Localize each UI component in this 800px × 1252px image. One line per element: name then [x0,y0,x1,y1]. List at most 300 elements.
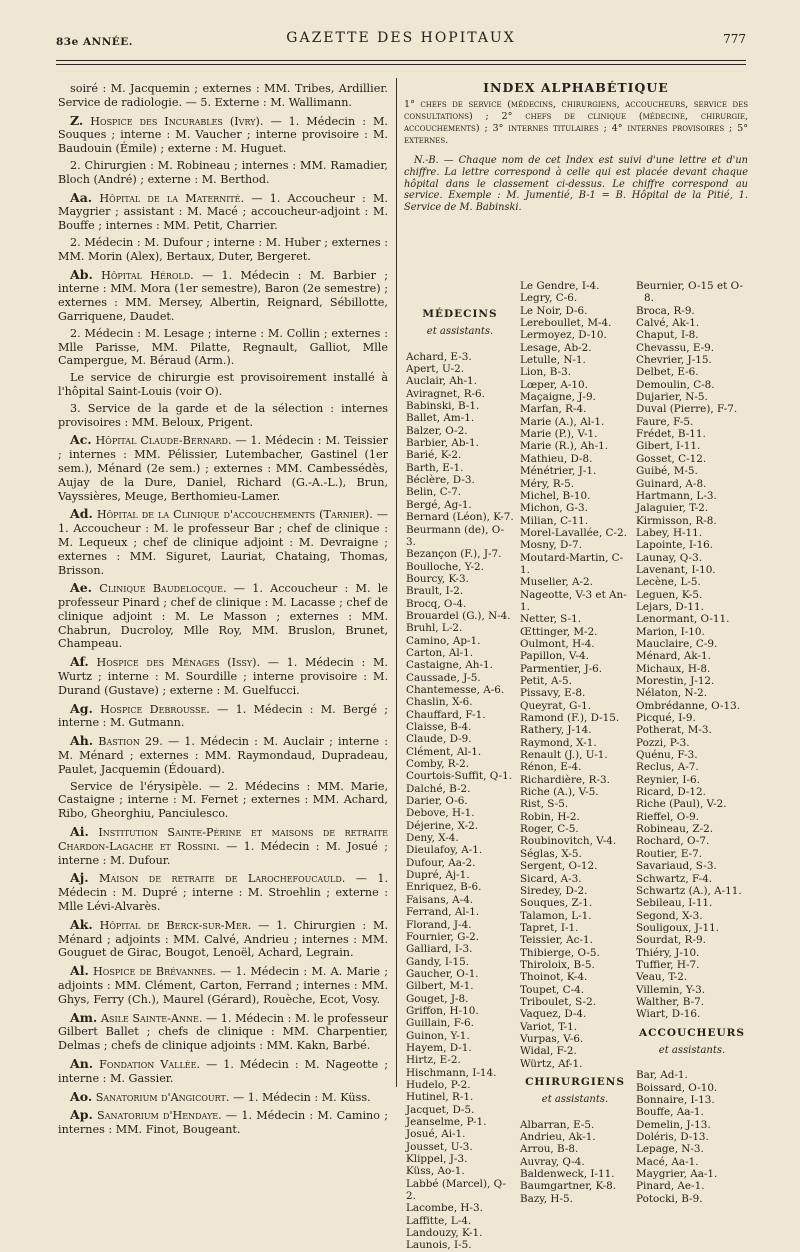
index-entry: Lesage, Ab-2. [520,341,592,354]
paragraph-text: — 1. Médecin : M. Barbier ; interne : MM. Mora (1er semestre), Baron (2e semestre) ; externes : MM. Mersey, Albertin, Reignard, Sébillotte, Garriquene, Daudet. [58,268,388,323]
index-entry: Variot, T-1. [520,1020,578,1033]
index-entry: Guinard, A-8. [636,477,707,490]
paragraph-text: — 1. Médecin : M. Camino ; internes : MM. Finot, Bougeant. [58,1109,388,1137]
index-entry: Calvé, Ak-1. [636,317,700,330]
index-entry: Hutinel, R-1. [406,1091,474,1104]
index-entry: Barth, E-1. [406,461,464,474]
section-letter: Ak. [70,916,93,932]
index-entry: Dufour, Aa-2. [406,856,476,869]
medecins-heading: MÉDECINS [422,308,498,320]
index-entry: Delbet, E-6. [636,366,699,379]
index-entry: Chaslin, X-6. [406,696,473,709]
index-entry: Walther, B-7. [636,995,704,1008]
index-entry: Auvray, Q-4. [520,1155,585,1168]
index-columns [404,280,748,1252]
index-entry: Quénu, F-3. [636,749,698,762]
index-entry: Claude, D-9. [406,733,472,746]
index-entry: Klippel, J-3. [406,1153,468,1166]
index-entry: Apert, U-2. [406,363,465,376]
index-entry: Tapret, I-1. [520,921,579,934]
index-entry: Enriquez, B-6. [406,881,482,894]
index-entry: Morel-Lavallée, C-2. [520,526,627,539]
index-entry: Riche (A.), V-5. [520,786,599,799]
hospital-name: Sanatorium d'Hendaye. [97,1109,222,1123]
index-entry: Maçaigne, J-9. [520,391,596,404]
index-entry: Routier, E-7. [636,847,703,860]
index-entry: Demelin, J-13. [636,1118,711,1131]
index-entry: Labey, H-11. [636,526,703,539]
paragraph-text: — 1. Accoucheur : M. le professeur Pinard ; chef de clinique : M. Lacasse ; chef de clinique adjoint : M. Le Masson ; externes : MM. Chabrun, Ducroloy, Mlle Roy, MM. Bruslon, Brunet, Champeau. [58,582,389,651]
section-letter: Aa. [70,189,93,205]
index-entry: Bourcy, K-3. [406,572,469,585]
section-letter: Ap. [70,1107,93,1123]
index-entry: Widal, F-2. [520,1045,577,1058]
hospital-name: Hôpital de Berck-sur-Mer. [99,918,252,932]
index-entry: Moutard-Martin, C-1. [520,551,624,576]
index-entry: Le Noir, D-6. [520,304,588,317]
section-letter: Aj. [70,870,89,886]
index-entry: Lermoyez, D-10. [520,329,607,342]
index-entry: Dupré, Aj-1. [406,869,470,882]
accoucheurs-heading: ACCOUCHEURS [639,1026,745,1039]
index-entry: Siredey, D-2. [520,884,588,897]
index-entry: Talamon, L-1. [520,909,592,922]
index-entry: Parmentier, J-6. [520,662,603,675]
index-entry: Morestin, J-12. [636,675,715,687]
index-entry: Faisans, A-4. [406,893,474,906]
hospital-paragraph [58,871,388,913]
index-entry: Lenormant, O-11. [636,613,730,626]
column-divider [396,78,397,1087]
index-entry: Savariaud, S-3. [636,860,717,873]
index-entry: Schwartz, F-4. [636,872,713,885]
index-entry: Babinski, B-1. [406,400,480,413]
index-entry: Lacombe, H-3. [406,1202,483,1215]
index-entry: Pozzi, P-3. [636,736,690,749]
hospital-paragraph [58,1108,388,1137]
paragraph-text: Le service de chirurgie est provisoirement installé à l'hôpital Saint-Louis (voir O). [58,371,388,398]
index-section [404,78,748,1252]
index-entry: Bouffe, Aa-1. [636,1106,704,1119]
index-entry: Bazy, H-5. [520,1192,573,1205]
hospital-name: Bastion 29. [98,735,163,749]
index-entry: Andrieu, Ak-1. [520,1131,596,1144]
section-letter: Ao. [70,1088,93,1104]
index-entry: Souques, Z-1. [520,897,593,910]
issue-year: 83e ANNÉE. [56,36,133,48]
page-number: 777 [723,32,746,46]
index-entry: Potocki, B-9. [636,1192,703,1205]
index-column-3 [636,280,748,1205]
index-entry: Darier, O-6. [406,795,468,808]
hospital-name: Clinique Baudelocque. [99,582,227,596]
index-entry: Raymond, X-1. [520,736,597,749]
index-entry: Würtz, Af-1. [520,1057,583,1070]
index-entry: Hudelo, P-2. [406,1078,471,1091]
medecins-subheading: et assistants. [426,326,494,338]
index-entry: Jousset, U-3. [406,1140,473,1153]
index-entry: Triboulet, S-2. [520,995,596,1008]
index-entry: Faure, F-5. [636,415,694,428]
index-entry: Schwartz (A.), A-11. [636,884,742,897]
index-entry: Chauffard, F-1. [406,708,486,721]
paragraph-text: — 1. Chirurgien : M. Ménard ; adjoints : MM. Calvé, Andrieu ; internes : MM. Gouguet de Girac, Bougot, Lenoël, Achard, Legrain. [58,918,388,960]
index-entry: Roubinovitch, V-4. [520,835,617,848]
paragraph-text: — 1. Médecin : M. Küss. [232,1090,371,1104]
paragraph-text: — 1. Accoucheur : M. Maygrier ; assistant : M. Macé ; accoucheur-adjoint : M. Bouffe ; internes : MM. Petit, Charrier. [58,191,388,233]
index-entry: Gandy, I-15. [406,955,470,968]
index-entry: Bezançon (F.), J-7. [406,548,502,561]
index-entry: Barié, K-2. [406,449,462,462]
index-entry: Rathery, J-14. [520,724,592,737]
paragraph-text: — 1. Médecin : M. Wurtz ; interne : M. Sourdille ; interne provisoire : M. Durand (Gustave) ; externe : M. Guelfucci. [58,656,388,697]
index-entry: Reclus, A-7. [636,761,699,774]
index-entry: Belin, C-7. [406,486,462,499]
index-entry: Deny, X-4. [406,832,459,845]
hospital-paragraph [58,1011,388,1053]
index-entry: Mosny, D-7. [520,539,582,552]
index-entry: Leguen, K-5. [636,588,703,601]
hospital-name: Institution Sainte-Périne et maisons de retraite Chardon-Lagache et Rossini. [58,826,388,853]
hospital-paragraph [58,734,388,776]
index-note: N.-B. — Chaque nom de cet Index est suivi d'une lettre et d'un chiffre. La lettre correspond à celle qui est placée devant chaque hôpital dans le classement ci-dessus. Le chiffre correspond au service. Exemple : M. Jumentié, B-1 = B. Hôpital de la Pitié, 1. Service de M. Babinski. [404,155,748,214]
index-entry: Gosset, C-12. [636,452,707,465]
hospital-name: Hospice des Ménages (Issy). [96,656,261,670]
hospital-listing [58,82,388,1140]
index-entry: Courtois-Suffit, Q-1. [406,770,513,783]
index-entry: Hischmann, I-14. [406,1066,497,1079]
index-entry: Clément, Al-1. [406,745,482,758]
section-letter: Ah. [70,733,94,749]
index-entry: Carton, Al-1. [406,646,474,659]
index-entry: Claisse, B-4. [406,721,472,733]
index-entry: Segond, X-3. [636,909,703,922]
index-entry: Oulmont, H-4. [520,637,595,650]
index-entry: Déjerine, X-2. [406,819,479,832]
index-entry: Guibé, M-5. [636,465,698,478]
section-letter: An. [70,1056,94,1071]
paragraph-text: soiré : M. Jacquemin ; externes : MM. Tribes, Ardillier. Service de radiologie. — 5. Externe : M. Wallimann. [58,82,388,109]
header-rule-2 [56,64,746,65]
index-entry: Boulloche, Y-2. [406,560,484,573]
index-entry: Teissier, Ac-1. [520,934,593,947]
index-entry: Baumgartner, K-8. [520,1180,617,1193]
index-entry: Michon, G-3. [520,502,588,515]
index-entry: Lion, B-3. [520,366,572,379]
index-entry: Gilbert, M-1. [406,980,474,993]
index-entry: Gibert, I-11. [636,440,701,453]
hospital-name: Hôpital de la Maternité. [99,191,245,205]
index-entry: Pinard, Ae-1. [636,1180,705,1193]
index-entry: Bonnaire, I-13. [636,1094,715,1106]
index-entry: Ménétrier, J-1. [520,465,597,478]
index-entry: Auclair, Ah-1. [406,375,477,388]
index-column-2 [520,280,630,1205]
index-entry: Reynier, I-6. [636,773,700,786]
section-letter: Ae. [70,580,93,596]
index-entry: Marion, I-10. [636,625,705,638]
section-letter: Ai. [70,824,89,840]
index-entry: Griffon, H-10. [406,1004,479,1017]
index-entry: Duval (Pierre), F-7. [636,403,738,416]
paragraph-text: Service de l'érysipèle. — 2. Médecins : MM. Marie, Castaigne ; interne : M. Fernet ; externes : MM. Achard, Ribo, Gheorghiu, Panciulesco. [58,779,388,821]
index-entry: Netter, S-1. [520,613,582,626]
index-entry: Broca, R-9. [636,304,695,317]
section-letter: Ac. [70,432,92,448]
hospital-paragraph [58,507,388,577]
section-letter: Z. [70,112,84,128]
index-entry: Sicard, A-3. [520,872,582,885]
index-entry: Baldenweck, I-11. [520,1168,615,1181]
index-entry: Ramond (F.), D-15. [520,712,620,725]
index-entry: Bar, Ad-1. [636,1069,688,1082]
index-entry: Beurnier, O-15 et O-8. [636,280,744,305]
index-entry: Camino, Ap-1. [406,634,481,647]
index-entry: Nélaton, N-2. [636,687,708,700]
index-entry: Thoinot, K-4. [520,971,588,984]
index-entry: Ballet, Am-1. [406,412,475,425]
index-entry: Rieffel, O-9. [636,810,700,823]
hospital-name: Fondation Vallée. [99,1058,201,1071]
index-entry: Landouzy, K-1. [406,1227,483,1240]
paragraph-text: — 1. Médecin : M. le professeur Gilbert Ballet ; chefs de clinique : MM. Charpentier, Delmas ; chefs de clinique adjoints : MM. Kakn, Barbé. [58,1011,389,1053]
hospital-name: Hospice de Brévannes. [93,965,216,979]
index-entry: Brocq, O-4. [406,597,467,610]
index-entry: Maygrier, Aa-1. [636,1168,718,1181]
journal-title: GAZETTE DES HOPITAUX [286,30,516,46]
index-entry: Arrou, B-8. [520,1143,579,1156]
index-entry: Lepage, N-3. [636,1143,704,1156]
index-entry: Frédet, B-11. [636,428,706,441]
index-entry: Wiart, D-16. [636,1008,701,1021]
index-entry: Launay, Q-3. [636,551,703,564]
hospital-name: Maison de retraite de Larochefoucauld. [98,872,346,886]
hospital-name: Sanatorium d'Angicourt. [95,1090,230,1104]
hospital-name: Hôpital Claude-Bernard. [95,434,232,448]
hospital-name: Hôpital Hérold. [101,268,194,282]
index-entry: Lereboullet, M-4. [520,317,612,330]
index-entry: Sourdat, R-9. [636,934,706,947]
index-entry: Queyrat, G-1. [520,699,592,712]
index-entry: Hayem, D-1. [406,1041,472,1054]
paragraph-text: — 1. Médecin : M. Nageotte ; interne : M. Gassier. [58,1058,388,1085]
index-entry: Roger, C-5. [520,823,579,836]
hospital-name: Hospice Debrousse. [100,702,210,716]
index-entry: Doléris, D-13. [636,1131,709,1144]
index-entry: Brouardel (G.), N-4. [406,609,511,622]
index-entry: Robineau, Z-2. [636,823,714,836]
hospital-paragraph [58,236,388,264]
index-entry: Nageotte, V-3 et An-1. [520,588,627,613]
index-entry: Beurmann (de), O-3. [406,523,505,548]
index-entry: Chantemesse, A-6. [406,683,505,696]
index-entry: Thiéry, J-10. [636,946,700,959]
index-title: INDEX ALPHABÉTIQUE [483,80,669,95]
hospital-paragraph [58,268,388,324]
hospital-paragraph [58,402,388,430]
index-entry: Veau, T-2. [636,971,688,984]
index-entry: Labbé (Marcel), Q-2. [406,1177,507,1203]
index-entry: Jalaguier, T-2. [636,502,709,515]
paragraph-text: — 1. Médecin : M. Bergé ; interne : M. Gutmann. [58,702,388,730]
index-entry: Jeanselme, P-1. [406,1116,487,1128]
index-entry: Méry, R-5. [520,477,575,490]
index-entry: Fournier, G-2. [406,930,480,943]
hospital-paragraph [58,918,388,960]
index-entry: Rénon, E-4. [520,761,582,774]
index-entry: Milian, C-11. [520,514,589,527]
hospital-paragraph [58,433,388,503]
index-entry: Legry, C-6. [520,292,578,305]
hospital-paragraph [58,327,388,368]
index-entry: Boissard, O-10. [636,1081,718,1094]
page-header [56,30,746,54]
index-entry: Séglas, X-5. [520,847,582,860]
index-entry: Hirtz, E-2. [406,1054,461,1067]
index-entry: Guinon, Y-1. [406,1029,470,1042]
index-entry: Marie (P.), V-1. [520,428,598,441]
index-entry: Mauclaire, C-9. [636,637,718,650]
hospital-paragraph [58,780,388,821]
hospital-paragraph [58,191,388,233]
index-entry: Rochard, O-7. [636,835,710,848]
hospital-paragraph [58,655,388,697]
section-letter: Ad. [70,506,93,522]
header-rule [56,60,746,61]
index-entry: Lejars, D-11. [636,600,704,613]
index-entry: Papillon, V-4. [520,650,589,663]
index-entry: Toupet, C-4. [520,983,585,996]
index-entry: Marfan, R-4. [520,403,587,416]
index-entry: Barbier, Ab-1. [406,437,479,450]
index-entry: Petit, A-5. [520,675,572,687]
index-entry: Ménard, Ak-1. [636,650,711,663]
paragraph-text: — 1. Médecin : M. A. Marie ; adjoints : MM. Clément, Carton, Ferrand ; internes : MM. Ghys, Ferry (Ch.), Maurel (Gérard), Rouèche, Ecot, Vosy. [58,965,388,1006]
index-entry: Lavenant, I-10. [636,563,716,576]
index-entry: Guillain, F-6. [406,1017,474,1030]
paragraph-text: — 1. Médecin : M. Teissier ; internes : MM. Pélissier, Lutembacher, Gastinel (1er sem.), Ménard (2e sem.) ; externes : MM. Cambessédès, Aujay de la Dure, Daniel, Richard (G.-A.-L.), Brun, Vayssières, Meuge, Berthomieu-Lamer. [58,434,389,503]
index-intro: 1° chefs de service (médecins, chirurgiens, accoucheurs, service des consultations) ; 2° chefs de clinique (médecine, chirurgie, accouchements) ; 3° internes titulaires ; 4° internes provisoires ; 5° externes. [404,99,748,146]
index-entry: Vaquez, D-4. [520,1008,587,1021]
index-entry: Chevrier, J-15. [636,354,712,367]
index-entry: Lecène, L-5. [636,576,701,589]
index-entry: Œttinger, M-2. [520,625,598,638]
index-entry: Le Gendre, I-4. [520,280,600,292]
section-letter: Ab. [70,266,93,282]
index-entry: Rist, S-5. [520,798,569,811]
index-entry: Michaux, H-8. [636,662,711,675]
chirurgiens-heading: CHIRURGIENS [525,1076,625,1088]
index-entry: Gaucher, O-1. [406,967,479,980]
paragraph-text: 2. Médecin : M. Lesage ; interne : M. Collin ; externes : Mlle Parisse, MM. Pilatte, Regnault, Galliot, Mlle Campergue, M. Béraud (Arm.). [58,326,388,368]
hospital-name: Hôpital de la Clinique d'accouchements (Tarnier). [96,508,373,522]
index-entry: Dalché, B-2. [406,782,471,795]
index-entry: Ricard, D-12. [636,786,706,799]
index-entry: Vurpas, V-6. [520,1032,584,1045]
index-entry: Aviragnet, R-6. [406,387,485,400]
hospital-paragraph [58,964,388,1006]
index-entry: Sergent, O-12. [520,860,598,873]
index-entry: Macé, Aa-1. [636,1155,699,1168]
hospital-paragraph [58,825,388,867]
index-entry: Brault, I-2. [406,585,464,598]
index-entry: Albarran, E-5. [520,1118,595,1131]
index-entry: Chaput, I-8. [636,329,699,342]
index-entry: Gouget, J-8. [406,992,469,1005]
index-entry: Bergé, Ag-1. [406,498,472,511]
index-entry: Caussade, J-5. [406,671,481,684]
index-entry: Comby, R-2. [406,758,470,771]
index-entry: Laffitte, L-4. [406,1214,472,1227]
section-letter: Am. [70,1009,98,1025]
chirurgiens-list [520,1119,630,1205]
accoucheurs-subheading: et assistants. [658,1044,726,1056]
hospital-paragraph [58,702,388,731]
index-entry: Souligoux, J-11. [636,921,719,934]
index-entry: Bernard (Léon), K-7. [406,511,514,524]
paragraph-text: — 1. Médecin : M. Josué ; interne : M. Dufour. [58,839,388,867]
hospital-paragraph [58,1057,388,1086]
index-entry: Béclère, D-3. [406,474,475,487]
index-column-1 [406,280,514,1252]
hospital-name: Asile Sainte-Anne. [100,1011,203,1025]
index-entry: Bruhl, L-2. [406,622,463,635]
index-entry: Dieulafoy, A-1. [406,844,483,857]
chirurgiens-list-continued [636,280,748,1021]
index-entry: Debove, H-1. [406,807,475,820]
hospital-paragraph [58,371,388,399]
paragraph-text: 2. Chirurgien : M. Robineau ; internes : MM. Ramadier, Bloch (André) ; externe : M. Berthod. [58,158,388,186]
index-entry: Florand, J-4. [406,918,472,931]
index-entry: Sebileau, I-11. [636,897,713,910]
index-entry: Lœper, A-10. [520,378,588,391]
index-entry: Muselier, A-2. [520,576,593,589]
section-letter: Ag. [70,700,93,716]
index-entry: Thibierge, O-5. [520,946,600,959]
paragraph-text: 3. Service de la garde et de la sélection : internes provisoires : MM. Beloux, Prigent. [58,401,388,429]
index-entry: Potherat, M-3. [636,724,712,737]
index-entry: Picqué, I-9. [636,712,696,725]
index-entry: Robin, H-2. [520,810,580,823]
paragraph-text: — 1. Médecin : M. Auclair ; interne : M. Ménard ; externes : MM. Raymondaud, Dupradeau, Paulet, Jacquemin (Édouard). [58,735,388,776]
hospital-paragraph [58,114,388,156]
paragraph-text: — 1. Médecin : M. Dupré ; interne : M. Stroehlin ; externe : Mlle Lévi-Alvarès. [58,872,389,914]
index-entry: Balzer, O-2. [406,424,468,437]
index-entry: Chevassu, E-9. [636,341,715,354]
index-entry: Letulle, N-1. [520,354,586,367]
index-entry: Marie (A.), Al-1. [520,415,605,428]
index-entry: Tuffier, H-7. [636,958,700,971]
index-entry: Ferrand, Al-1. [406,906,480,919]
paragraph-text: — 1. Médecin : M. Souques ; interne : M. Vaucher ; interne provisoire : M. Baudouin (Émile) ; externe : M. Huguet. [58,114,388,156]
index-entry: Marie (R.), Ah-1. [520,440,609,453]
hospital-paragraph [58,581,388,651]
section-letter: Af. [70,654,89,670]
accoucheurs-list [636,1069,748,1205]
index-entry: Richardière, R-3. [520,773,610,786]
index-entry: Renault (J.), U-1. [520,749,608,762]
index-entry: Galliard, I-3. [406,943,473,956]
index-entry: Castaigne, Ah-1. [406,659,493,672]
index-entry: Dujarier, N-5. [636,391,708,404]
chirurgiens-subheading: et assistants. [541,1094,609,1106]
index-entry: Hartmann, L-3. [636,489,717,502]
index-entry: Riche (Paul), V-2. [636,798,727,811]
index-entry: Ombrédanne, O-13. [636,699,741,712]
section-letter: Al. [70,963,89,979]
index-entry: Pissavy, E-8. [520,687,586,700]
paragraph-text: 2. Médecin : M. Dufour ; interne : M. Huber ; externes : MM. Morin (Alex), Bertaux, Duter, Bergeret. [58,235,388,263]
